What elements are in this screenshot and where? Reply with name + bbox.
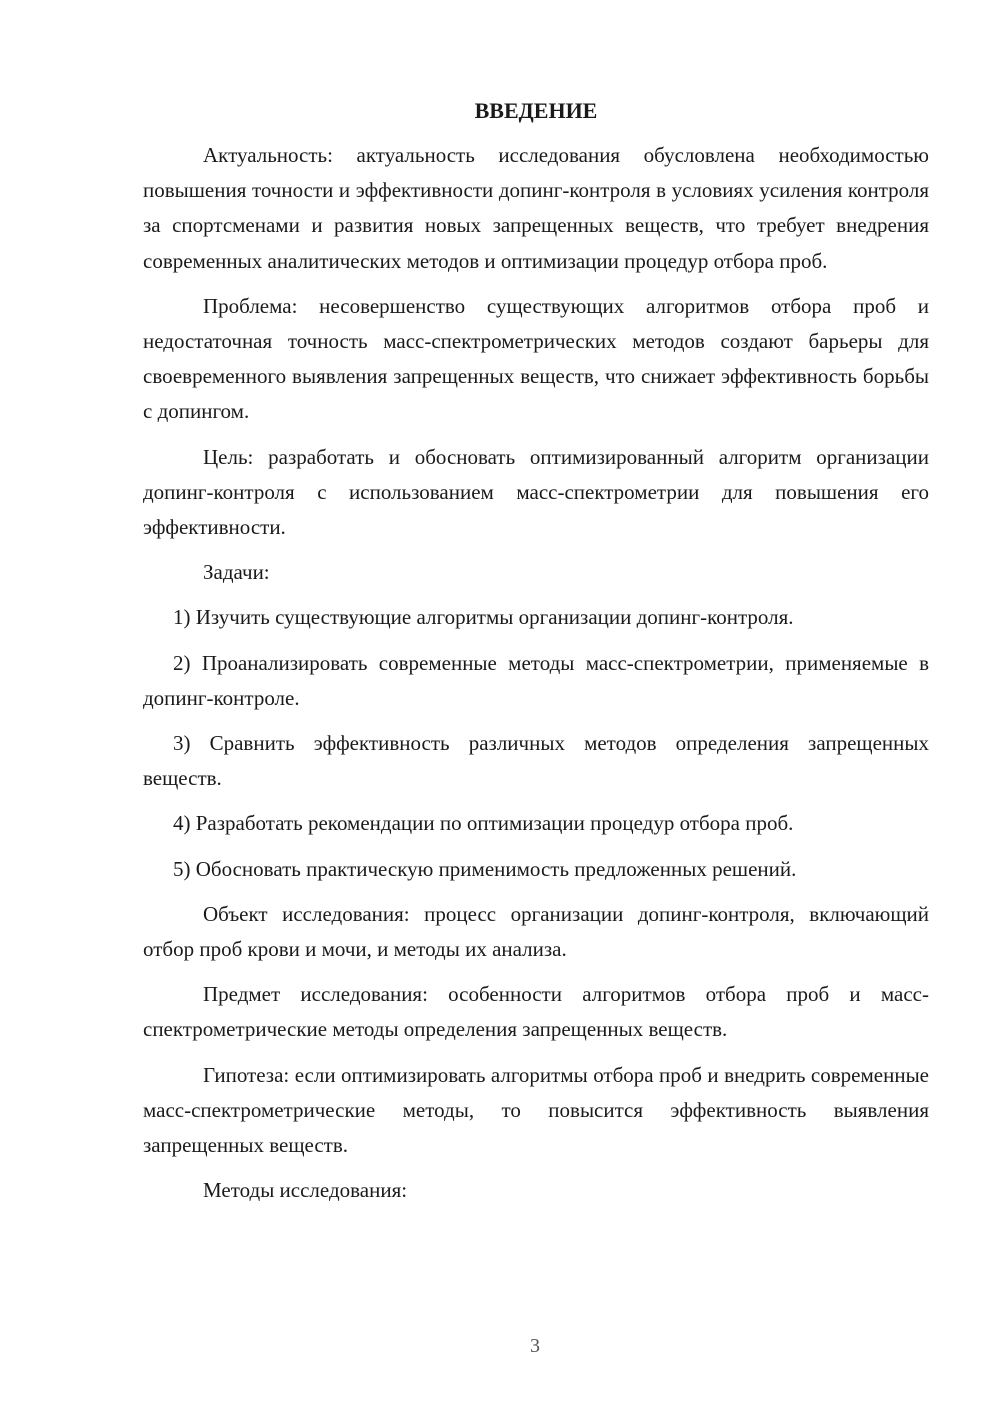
methods-label: Методы исследования: [203,1178,408,1203]
tasks-label: Задачи: [203,560,270,585]
page-number: 3 [530,1335,540,1357]
list-item-task-4: 4) Разработать рекомендации по оптимизации процедур отбора проб. [173,811,794,836]
paragraph-subject: Предмет исследования: особенности алгоритмов отбора проб и масс-спектрометрические методы определения запрещенных веществ. [143,982,929,1042]
section-heading: ВВЕДЕНИЕ [474,98,598,123]
paragraph-relevance: Актуальность: актуальность исследования обусловлена необходимостью повышения точности и эффективности допинг-контроля в условиях усиления контроля за спортсменами и развития новых запрещенных веществ, что требует внедрения современных аналитических методов и оптимизации процедур отбора проб. [143,143,929,273]
paragraph-hypothesis: Гипотеза: если оптимизировать алгоритмы отбора проб и внедрить современные масс-спектрометрические методы, то повысится эффективность выявления запрещенных веществ. [143,1062,929,1158]
list-item-task-2: 2) Проанализировать современные методы масс-спектрометрии, применяемые в допинг-контроле. [143,650,929,710]
paragraph-problem: Проблема: несовершенство существующих алгоритмов отбора проб и недостаточная точность масс-спектрометрических методов создают барьеры для своевременного выявления запрещенных веществ, что снижает эффективность борьбы с допингом. [143,293,929,424]
list-item-task-1: 1) Изучить существующие алгоритмы организации допинг-контроля. [173,605,794,630]
list-item-task-3: 3) Сравнить эффективность различных методов определения запрещенных веществ. [143,731,929,791]
paragraph-goal: Цель: разработать и обосновать оптимизированный алгоритм организации допинг-контроля с использованием масс-спектрометрии для повышения его эффективности. [143,444,929,540]
paragraph-object: Объект исследования: процесс организации допинг-контроля, включающий отбор проб крови и мочи, и методы их анализа. [143,901,929,962]
list-item-task-5: 5) Обосновать практическую применимость предложенных решений. [173,856,797,881]
document-page [143,96,929,1218]
